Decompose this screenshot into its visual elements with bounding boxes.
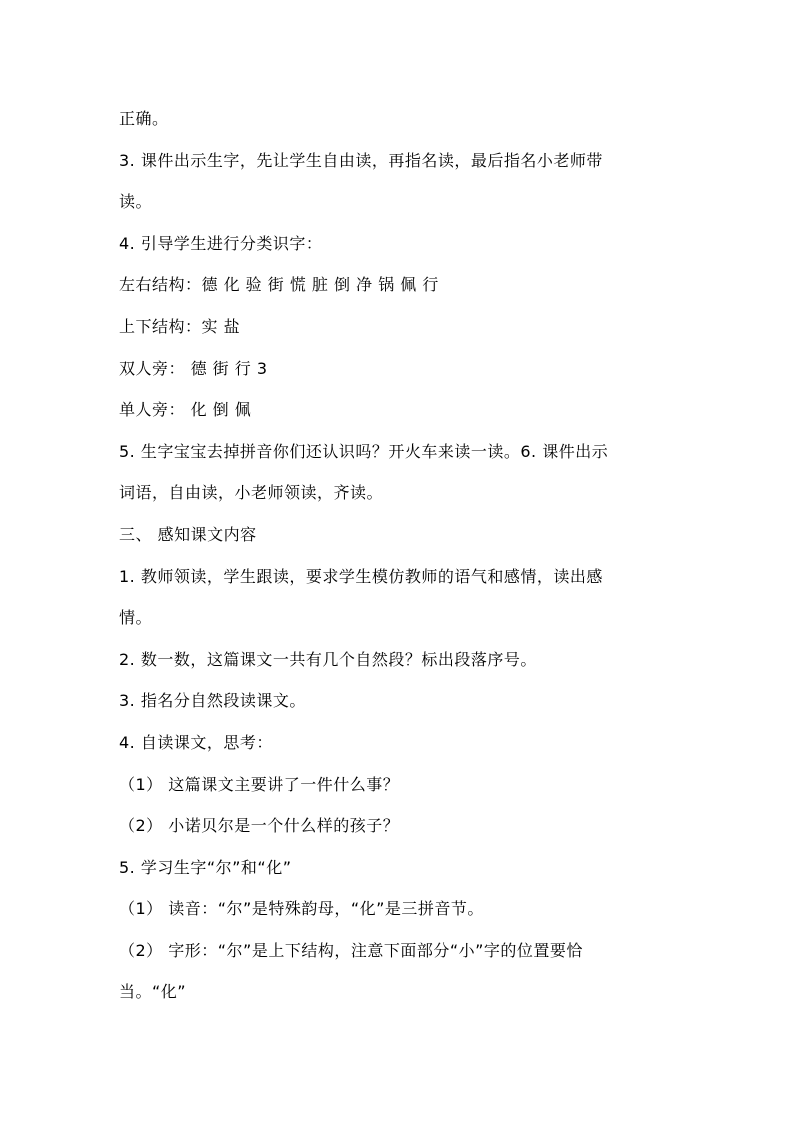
text-line: （2） 小诺贝尔是一个什么样的孩子？ [119,816,400,836]
section-heading: 三、 感知课文内容 [119,524,257,544]
text-line: 正确。 [119,109,169,128]
text-line: （1） 读音：“尔”是特殊韵母，“化”是三拼音节。 [119,899,484,919]
text-line: 读。 [119,192,153,212]
text-line: 3. 课件出示生字，先让学生自由读，再指名读，最后指名小老师带 [119,150,603,170]
text-line: 单人旁： 化 倒 佩 [119,400,252,420]
text-line: 当。“化” [119,982,187,1002]
text-line: 上下结构：实 盐 [119,316,241,336]
document-body [119,98,679,1013]
text-line: （2） 字形：“尔”是上下结构，注意下面部分“小”字的位置要恰 [119,940,583,960]
text-line: 5. 生字宝宝去掉拼音你们还认识吗？开火车来读一读。6. 课件出示 [119,441,609,461]
text-line: 情。 [119,608,153,628]
text-line: 词语，自由读，小老师领读，齐读。 [119,483,384,503]
text-line: 5. 学习生字“尔”和“化” [119,857,292,877]
text-line: 3. 指名分自然段读课文。 [119,691,306,711]
text-line: 1. 教师领读，学生跟读，要求学生模仿教师的语气和感情，读出感 [119,566,603,586]
text-line: 4. 引导学生进行分类识字： [119,233,323,253]
text-line: 双人旁： 德 街 行 3 [119,358,268,378]
text-line: （1） 这篇课文主要讲了一件什么事？ [119,774,400,794]
text-line: 2. 数一数，这篇课文一共有几个自然段？标出段落序号。 [119,649,537,669]
text-line: 4. 自读课文，思考： [119,732,273,752]
text-line: 左右结构：德 化 验 街 慌 脏 倒 净 锅 佩 行 [119,275,439,295]
